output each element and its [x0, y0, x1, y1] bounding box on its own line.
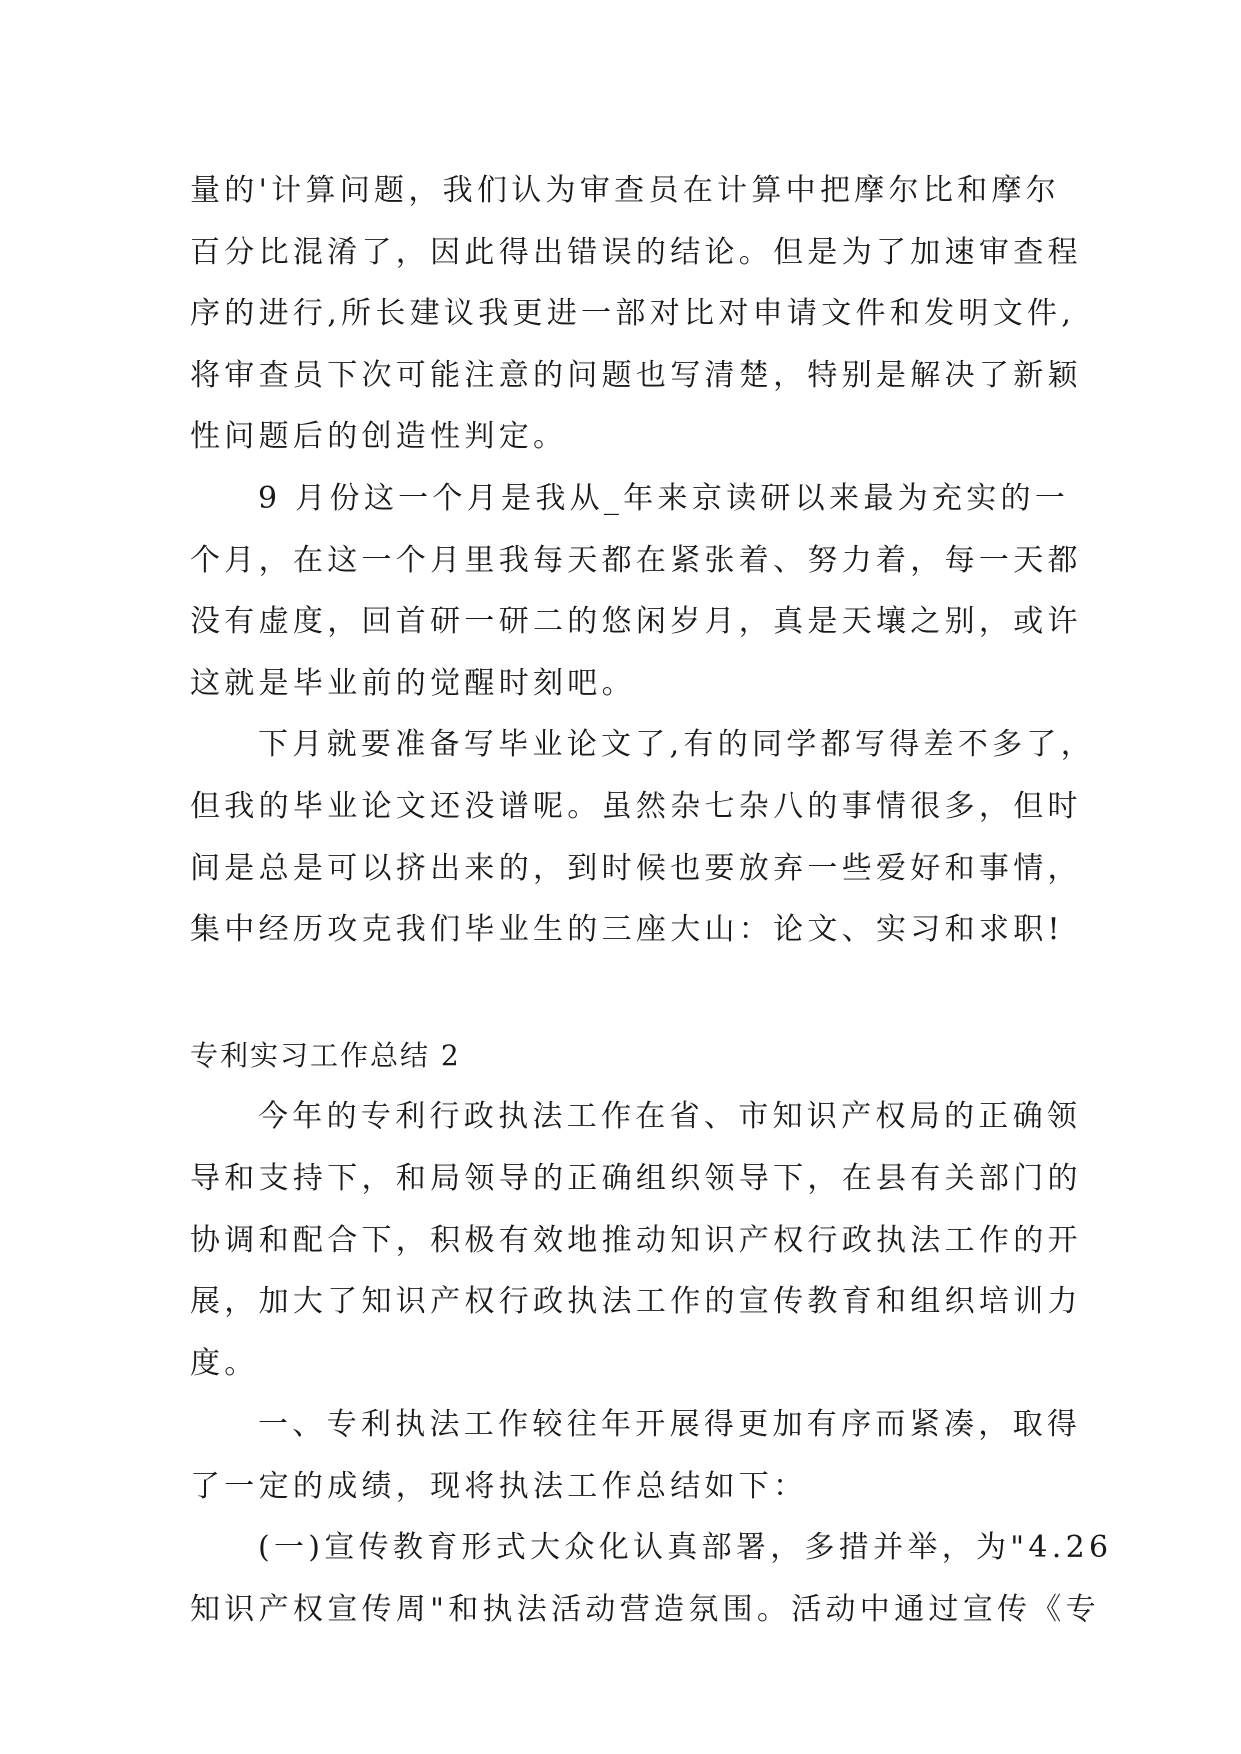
text-line: 将审查员下次可能注意的问题也写清楚，特别是解决了新颖	[190, 357, 1082, 393]
text-line: 百分比混淆了，因此得出错误的结论。但是为了加速审查程	[190, 234, 1082, 270]
text-line: 这就是毕业前的觉醒时刻吧。	[190, 665, 636, 701]
text-line: 间是总是可以挤出来的，到时候也要放弃一些爱好和事情，	[190, 850, 1082, 886]
paragraph-start-line: (一)宣传教育形式大众化认真部署，多措并举，为"4.26	[258, 1530, 1113, 1566]
section-gap	[190, 961, 1060, 1025]
text-line: 协调和配合下，积极有效地推动知识产权行政执法工作的开	[190, 1222, 1082, 1258]
text-line: 个月，在这一个月里我每天都在紧张着、努力着，每一天都	[190, 542, 1082, 578]
text-line: 了一定的成绩，现将执法工作总结如下：	[190, 1468, 808, 1504]
text-line: 展，加大了知识产权行政执法工作的宣传教育和组织培训力	[190, 1284, 1082, 1320]
text-line: 集中经历攻克我们毕业生的三座大山：论文、实习和求职!	[190, 912, 1064, 948]
text-line: 度。	[190, 1345, 259, 1381]
section-heading: 专利实习工作总结 2	[190, 1038, 461, 1072]
paragraph-start-line: 下月就要准备写毕业论文了,有的同学都写得差不多了，	[258, 727, 1096, 763]
text-line: 知识产权宣传周"和执法活动营造氛围。活动中通过宣传《专	[190, 1592, 1100, 1628]
paragraph-start-line: 9 月份这一个月是我从_年来京读研以来最为充实的一	[258, 480, 1070, 516]
paragraph-start-line: 今年的专利行政执法工作在省、市知识产权局的正确领	[258, 1099, 1082, 1135]
text-line: 量的'计算问题，我们认为审查员在计算中把摩尔比和摩尔	[190, 173, 1061, 208]
text-line: 没有虚度，回首研一研二的悠闲岁月，真是天壤之别，或许	[190, 604, 1082, 640]
document-body	[190, 160, 1113, 1641]
paragraph-start-line: 一、专利执法工作较往年开展得更加有序而紧凑，取得	[258, 1407, 1082, 1443]
text-line: 导和支持下，和局领导的正确组织领导下，在县有关部门的	[190, 1160, 1082, 1196]
text-line: 性问题后的创造性判定。	[190, 419, 568, 455]
text-line: 但我的毕业论文还没谱呢。虽然杂七杂八的事情很多，但时	[190, 788, 1082, 824]
text-line: 序的进行,所长建议我更进一部对比对申请文件和发明文件,	[190, 296, 1076, 332]
